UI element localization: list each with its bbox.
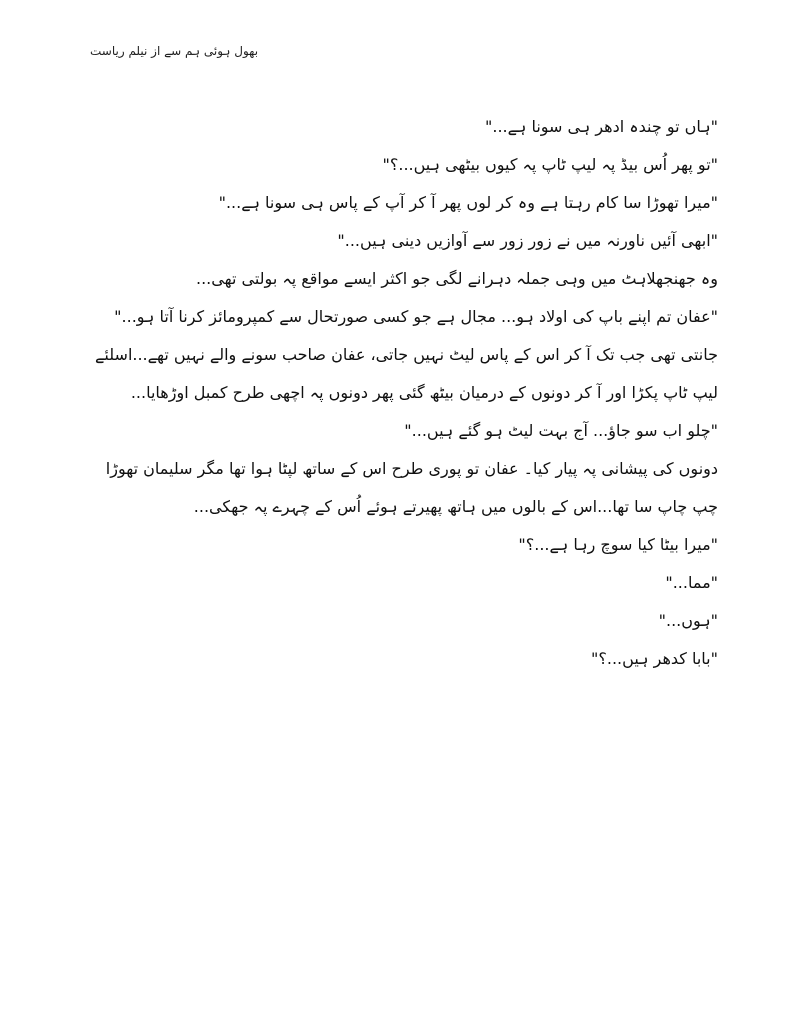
paragraph-dialogue: "ابھی آئیں ناورنہ میں نے زور زور سے آوازیں دینی ہیں..." [337,231,718,250]
body-text [80,108,718,678]
paragraph-dialogue: "عفان تم اپنے باپ کی اولاد ہو... مجال ہے جو کسی صورتحال سے کمپرومائز کرنا آتا ہو..." [114,307,718,326]
running-header: بھول ہوئی ہم سے از نیلم ریاست [90,44,259,58]
paragraph-dialogue: "چلو اب سو جاؤ... آج بہت لیٹ ہو گئے ہیں..." [404,421,718,440]
paragraph-dialogue: "ہاں تو چندہ ادھر ہی سونا ہے..." [485,117,718,136]
paragraph-dialogue: "میرا تھوڑا سا کام رہتا ہے وہ کر لوں پھر آ کر آپ کے پاس ہی سونا ہے..." [218,193,718,212]
paragraph-dialogue: "مما..." [665,573,718,592]
paragraph-narration: دونوں کی پیشانی پہ پیار کیا۔ عفان تو پوری طرح اس کے ساتھ لپٹا ہوا تھا مگر سلیمان تھوڑا چپ چاپ سا تھا...اس کے بالوں میں ہاتھ پھیرتے ہوئے اُس کے چہرے پہ جھکی... [105,459,718,516]
paragraph-dialogue: "میرا بیٹا کیا سوچ رہا ہے...؟" [518,535,718,554]
paragraph-dialogue: "بابا کدھر ہیں...؟" [591,649,718,668]
paragraph-narration: وہ جھنجھلاہٹ میں وہی جملہ دہرانے لگی جو اکثر ایسے مواقع پہ بولتی تھی... [196,269,718,288]
paragraph-dialogue: "ہوں..." [658,611,718,630]
paragraph-dialogue: "تو پھر اُس بیڈ پہ لیپ ٹاپ پہ کیوں بیٹھی ہیں...؟" [382,155,718,174]
paragraph-narration: جانتی تھی جب تک آ کر اس کے پاس لیٹ نہیں جاتی، عفان صاحب سونے والے نہیں تھے...اسلئے لیپ ٹاپ پکڑا اور آ کر دونوں کے درمیان بیٹھ گئی پھر دونوں پہ اچھی طرح کمبل اوڑھایا... [95,345,718,402]
